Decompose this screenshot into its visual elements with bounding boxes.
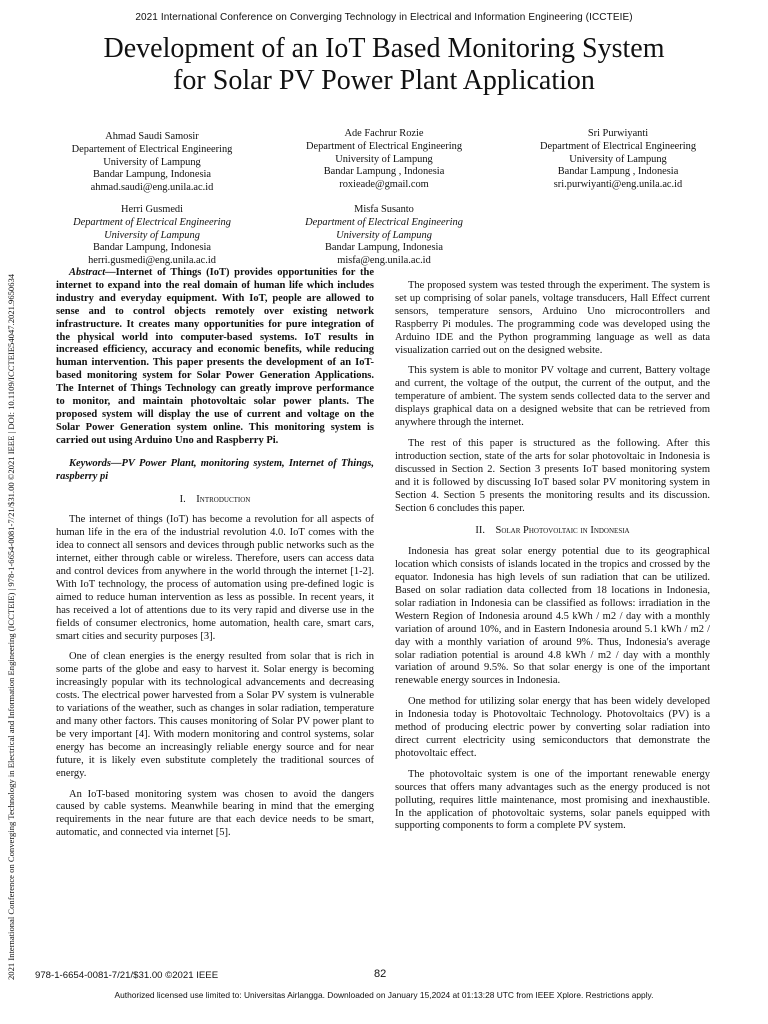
author-city: Bandar Lampung , Indonesia [323,166,445,178]
keywords-body: —PV Power Plant, monitoring system, Internet of Things, raspberry pi [56,457,374,482]
conference-header: 2021 International Conference on Converging Technology in Electrical and Information Engineering (ICCTEIE) [135,12,633,23]
author-univ: University of Lampung [335,153,433,165]
section-heading-solar-pv [395,525,710,538]
author-block-1 [52,131,252,195]
author-univ: University of Lampung [103,156,201,168]
author-city: Bandar Lampung , Indonesia [557,166,679,178]
keywords-lead: Keywords [69,457,111,469]
right-column [395,280,710,833]
author-block-2 [284,128,484,192]
author-block-5 [284,204,484,268]
body-paragraph: This system is able to monitor PV voltage and current, Battery voltage and current, the voltage of the output, the current of the output, and the temperature of ambient. The system sends collected data to the server and displays graphical data on a designed website that can be retrieved from anywhere through the internet. [395,365,710,429]
abstract [56,267,374,448]
author-email: misfa@eng.unila.ac.id [337,255,431,267]
author-email: roxieade@gmail.com [339,179,429,191]
author-dept: Department of Electrical Engineering [73,216,231,228]
section-heading-introduction [56,494,374,507]
body-paragraph: The proposed system was tested through the experiment. The system is set up comprising of solar panels, voltage transducers, Hall Effect current sensors, temperature sensors, Arduino Uno microcontrollers and Raspberry Pi modules. The programming code was developed using the Arduino IDE and the Python programming language as well as data visualization carried out on the designed website. [395,280,710,356]
author-dept: Department of Electrical Engineering [539,140,697,152]
copyright-footer: 978-1-6654-0081-7/21/$31.00 ©2021 IEEE [35,970,219,981]
author-city: Bandar Lampung, Indonesia [92,242,212,254]
section-title: Solar Photovoltaic in Indonesia [495,525,630,537]
author-block-3 [518,128,718,192]
author-univ: University of Lampung [569,153,667,165]
body-paragraph: One method for utilizing solar energy that has been widely developed in Indonesia today is Photovoltaic Technology. Photovoltaics (PV) is a method of producing electric power by converting solar radiation into direct current electricity using semiconductors that demonstrate the photovoltaic effect. [395,696,710,759]
body-paragraph: One of clean energies is the energy resulted from solar that is rich in some parts of the globe and easy to harvest it. Solar energy is becoming increasingly popular with its technological advancements and decreasing costs. The electrical power harvested from a Solar PV system is vulnerable to variations of the weather, such as changes in solar radiation, temperature and many other factors. This causes monitoring of Solar PV power plant to be very important [4]. With modern monitoring and control systems, solar energy has become an increasingly reliable energy source and for near future, it is likely even substitute completely the traditional sources of energy. [56,651,374,779]
author-name: Misfa Susanto [354,204,414,215]
body-paragraph: Indonesia has great solar energy potential due to its geographical location which consists of islands located in the tropics and crossed by the equator. Indonesia has high levels of sun radiation that can be utilized. Based on solar radiation data collected from 18 locations in Indonesia, solar radiation in Indonesia can be classified as follows: irradiation in the Western Region of Indonesia around 4.5 kWh / m2 / day with a monthly variation of around 10%, and in Eastern Indonesia around 5.1 kWh / m2 / day with a monthly variation of around 9%. Thus, Indonesia's average solar radiation potential is around 4.8 kWh / m2 / day with a monthly variation of around 9.5%. So that solar energy is one of the important renewable energy sources in Indonesia. [395,546,710,687]
paper-title-line-1: Development of an IoT Based Monitoring System [103,33,665,64]
section-title: Introduction [196,493,251,505]
paper-title [40,33,728,97]
section-number: II. [475,525,485,537]
author-name: Herri Gusmedi [120,204,184,215]
author-dept: Department of Electrical Engineering [305,140,463,152]
author-univ: University of Lampung [336,229,432,241]
author-name: Ahmad Saudi Samosir [105,131,199,142]
abstract-body: —Internet of Things (IoT) provides opportunities for the internet to expand into the real domain of human life which includes industry and everyday equipment. With IoT, people are allowed to sense and to control objects remotely over existing network infrastructure. It creates many opportunities for pure integration of the physical world into computer-based systems. IoT results in increased efficiency, accuracy and economic benefits, while reducing human intervention. This paper presents the development of an IoT-based monitoring system for Solar Power Generation Applications. The Internet of Things Technology can greatly improve performance to monitor, and maintain photovoltaic solar power plants. The proposed system will display the use of current and voltage on the Solar Power Generation system online. This monitoring system is carried out using Arduino Uno and Raspberry Pi. [56,267,374,446]
license-notice: Authorized licensed use limited to: Universitas Airlangga. Downloaded on January 15,2024 at 01:13:28 UTC from IEEE Xplore. Restrictions apply. [114,990,654,1000]
author-city: Bandar Lampung, Indonesia [92,169,212,181]
author-univ: University of Lampung [104,229,200,241]
author-dept: Departement of Electrical Engineering [71,143,233,155]
body-paragraph: The internet of things (IoT) has become a revolution for all aspects of human life in the era of the industrial revolution 4.0. IoT comes with the idea to connect all sensors and devices through public networks such as the internet, either through cable or wireless. Therefore, users can access data and control devices from anywhere in the world through the internet [1-2]. With IoT technology, the process of automation using pre-defined logic is aimed to reduce human intervention as less as possible. In recent years, it has received a lot of attentions due to its very rapid and diverse use in the fields of consumer electronics, home automation, health care, smart cars, smart cities and security purposes [3]. [56,514,374,642]
author-name: Sri Purwiyanti [587,128,649,139]
body-paragraph: The rest of this paper is structured as the following. After this introduction section, state of the arts for solar photovoltaic in Indonesia is discussed in Section 2. Section 3 presents IoT based monitoring system and it is followed by discussing IoT based solar PV monitoring system in Section 4. Section 5 presents the monitoring results and its discussion. Section 6 concludes this paper. [395,437,710,514]
body-paragraph: An IoT-based monitoring system was chosen to avoid the dangers caused by cable systems. Meanwhile bearing in mind that the emerging requirements in the near future are that each device needs to be smart, automatic, and connected via internet [5]. [56,788,374,839]
author-email: ahmad.saudi@eng.unila.ac.id [90,182,214,194]
paper-title-line-2: for Solar PV Power Plant Application [173,65,595,96]
section-number: I. [179,493,186,505]
side-metadata-strip: 2021 International Conference on Converging Technology in Electrical and Information Engineering (ICCTEIE) | 978-1-6654-0081-7/21/$31.00 ©2021 IEEE | DOI: 10.1109/ICCTEIE54047.2021.9650634 [6,273,16,980]
author-block-4 [52,204,252,268]
author-dept: Department of Electrical Engineering [305,216,463,228]
page-number: 82 [374,968,387,980]
abstract-lead: Abstract [69,267,106,278]
author-email: sri.purwiyanti@eng.unila.ac.id [553,179,683,191]
author-email: herri.gusmedi@eng.unila.ac.id [88,255,216,267]
left-column [56,267,374,840]
body-paragraph: The photovoltaic system is one of the important renewable energy sources that offers many advantages such as the energy produced is not polluting, requires little maintenance, most promising and inexhaustible. In the application of photovoltaic systems, solar panels equipped with supporting components to form a complete PV system. [395,768,710,832]
keywords [56,458,374,484]
author-name: Ade Fachrur Rozie [344,128,424,139]
author-city: Bandar Lampung, Indonesia [324,242,444,254]
